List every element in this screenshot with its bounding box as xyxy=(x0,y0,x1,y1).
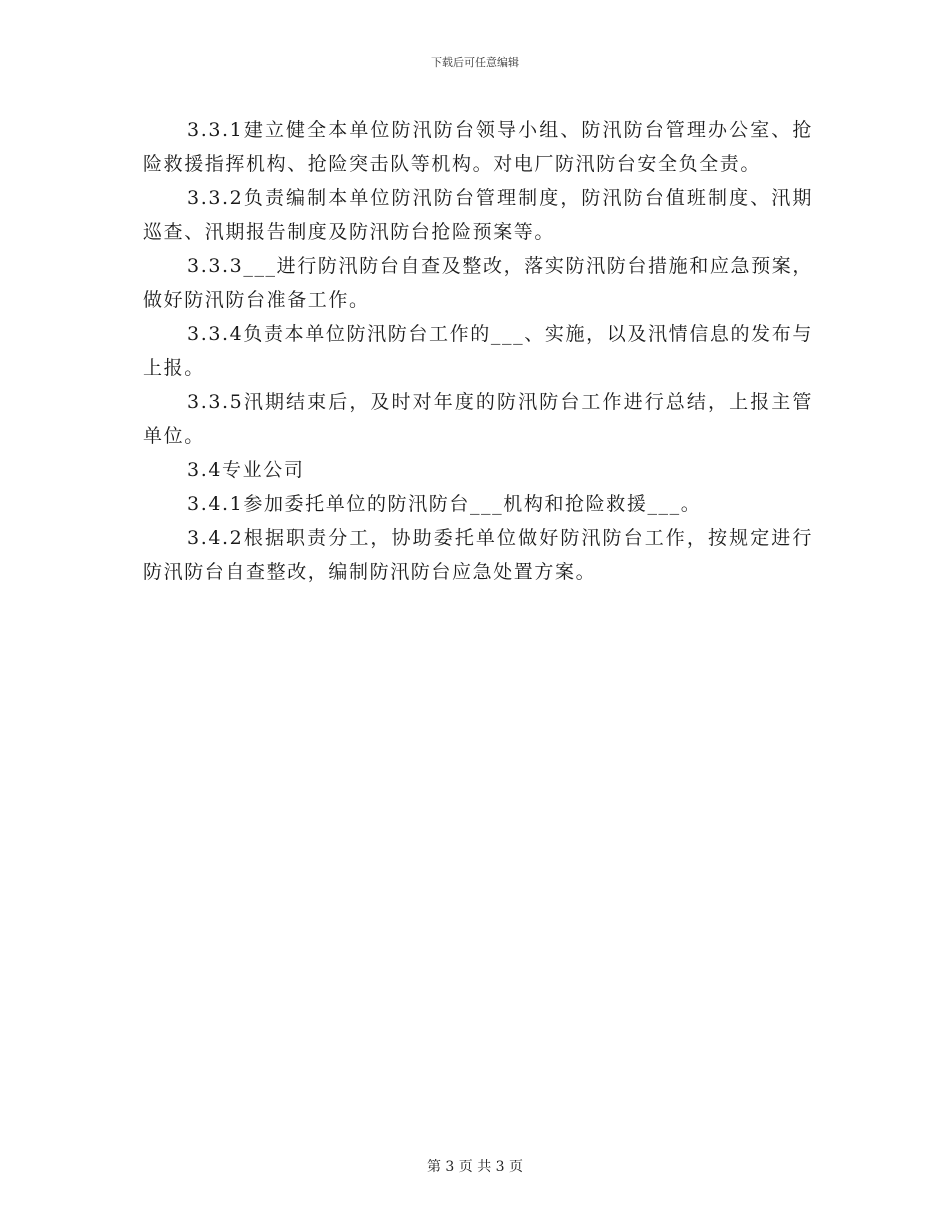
paragraph-3-4-2: 3.4.2根据职责分工，协助委托单位做好防汛防台工作，按规定进行防汛防台自查整改，编制防汛防台应急处置方案。 xyxy=(143,527,813,583)
section-heading-3-4: 3.4专业公司 xyxy=(187,459,305,481)
paragraph-3-3-1: 3.3.1建立健全本单位防汛防台领导小组、防汛防台管理办公室、抢险救援指挥机构、抢险突击队等机构。对电厂防汛防台安全负全责。 xyxy=(143,119,813,175)
paragraph-3-3-5: 3.3.5汛期结束后，及时对年度的防汛防台工作进行总结，上报主管单位。 xyxy=(143,391,813,447)
paragraph-3-3-3: 3.3.3___进行防汛防台自查及整改，落实防汛防台措施和应急预案，做好防汛防台准备工作。 xyxy=(143,255,813,311)
paragraph-3-3-4: 3.3.4负责本单位防汛防台工作的___、实施，以及汛情信息的发布与上报。 xyxy=(143,323,813,379)
page-header: 下载后可任意编辑 xyxy=(431,56,519,69)
document-body xyxy=(143,113,813,589)
paragraph-3-4-1: 3.4.1参加委托单位的防汛防台___机构和抢险救援___。 xyxy=(187,493,702,515)
page-footer: 第 3 页 共 3 页 xyxy=(426,1159,524,1175)
paragraph-3-3-2: 3.3.2负责编制本单位防汛防台管理制度，防汛防台值班制度、汛期巡查、汛期报告制度及防汛防台抢险预案等。 xyxy=(143,187,813,243)
